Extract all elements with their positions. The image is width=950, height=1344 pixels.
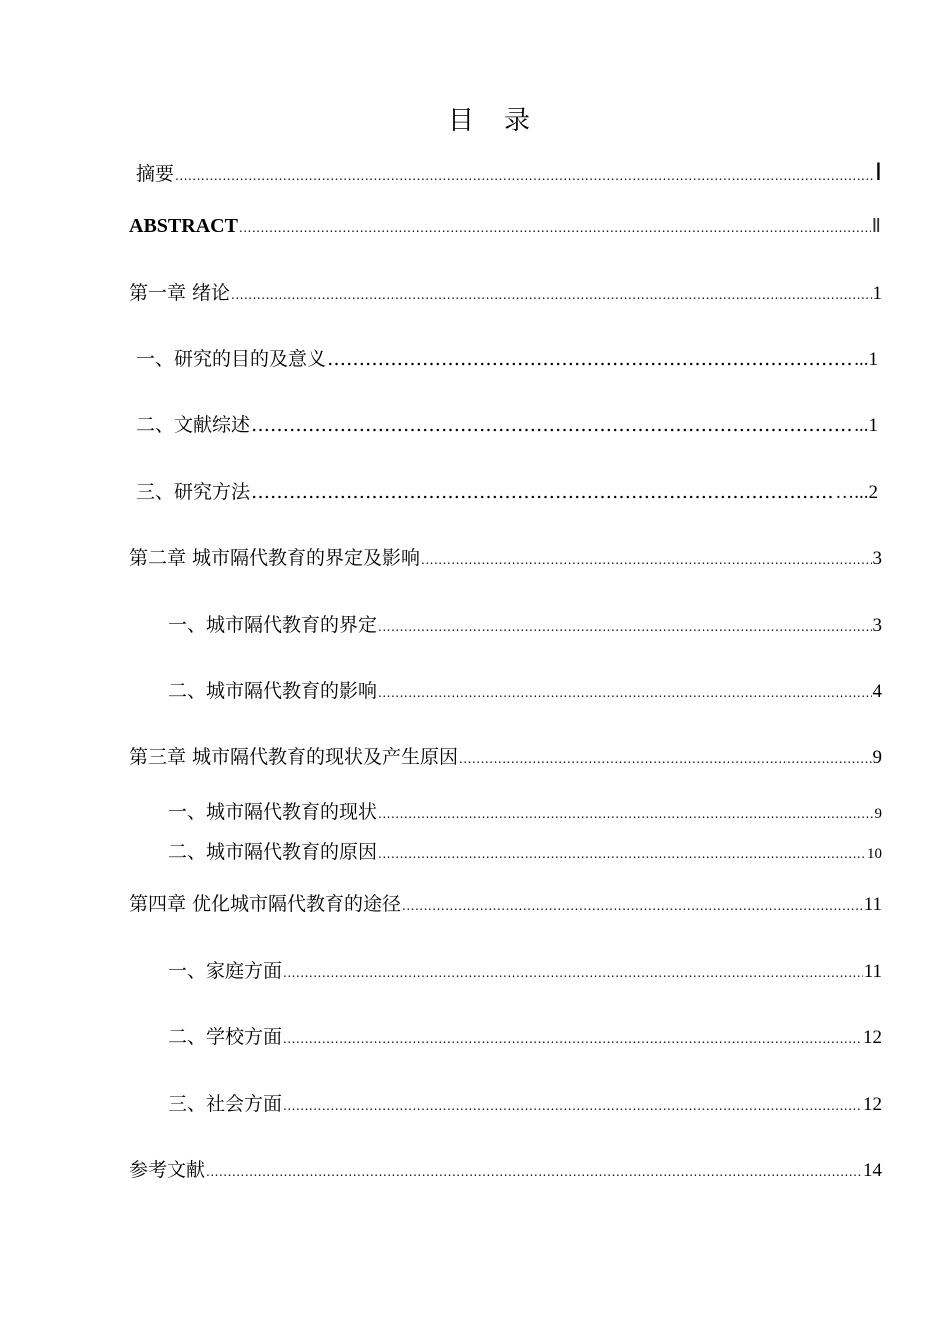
toc-entry-label: 三、研究方法 bbox=[136, 481, 251, 503]
toc-leader bbox=[378, 614, 871, 640]
toc-page-number: 12 bbox=[863, 1094, 882, 1115]
toc-entry-label: 三、社会方面 bbox=[168, 1093, 283, 1115]
toc-entry-label: 二、城市隔代教育的原因 bbox=[168, 841, 378, 863]
toc-entry-summary bbox=[136, 160, 882, 189]
toc-entry-chapter-4 bbox=[129, 891, 882, 919]
toc-leader bbox=[421, 547, 871, 573]
toc-leader bbox=[206, 1159, 862, 1185]
toc-entry-section-2-2 bbox=[168, 678, 882, 706]
toc-title-left: 目 bbox=[447, 106, 476, 136]
toc-page-number: 3 bbox=[872, 548, 882, 569]
toc-entry-label: 第四章 优化城市隔代教育的途径 bbox=[129, 893, 402, 915]
toc-title bbox=[0, 100, 950, 137]
toc-leader bbox=[459, 746, 871, 772]
toc-leader bbox=[175, 163, 874, 189]
toc-entry-chapter-2 bbox=[129, 545, 882, 573]
toc-page-number: 9 bbox=[872, 747, 882, 768]
toc-leader bbox=[251, 412, 853, 438]
toc-leader bbox=[283, 960, 863, 986]
toc-page-number: 9 bbox=[874, 806, 882, 822]
toc-entry-section-4-2 bbox=[168, 1024, 882, 1052]
toc-leader bbox=[231, 282, 871, 308]
toc-entry-label: 一、城市隔代教育的界定 bbox=[168, 614, 378, 636]
toc-page-number: …...2 bbox=[835, 482, 878, 503]
toc-leader bbox=[378, 801, 873, 827]
toc-page-number: 10 bbox=[867, 846, 882, 862]
toc-title-right: 录 bbox=[504, 106, 533, 136]
toc-entry-section-4-1 bbox=[168, 958, 882, 986]
toc-leader bbox=[283, 1093, 862, 1119]
toc-entry-section-3-2 bbox=[168, 839, 882, 867]
toc-entry-label: 摘要 bbox=[136, 163, 175, 185]
toc-entry-section-2-1 bbox=[168, 612, 882, 640]
toc-entry-chapter-1 bbox=[129, 280, 882, 308]
toc-entry-label: 第一章 绪论 bbox=[129, 282, 231, 304]
toc-page-number: 1 bbox=[872, 283, 882, 304]
toc-entry-label: 一、城市隔代教育的现状 bbox=[168, 801, 378, 823]
toc-page-number: 11 bbox=[863, 961, 882, 982]
toc-page-number: Ⅰ bbox=[874, 160, 882, 186]
toc-leader bbox=[283, 1026, 862, 1052]
toc-entry-label: ABSTRACT bbox=[129, 215, 238, 237]
toc-entry-label: 二、城市隔代教育的影响 bbox=[168, 680, 378, 702]
toc-page-number: 4 bbox=[872, 681, 882, 702]
toc-page-number: ...1 bbox=[854, 415, 878, 436]
toc-entry-label: 一、家庭方面 bbox=[168, 960, 283, 982]
toc-leader bbox=[378, 841, 866, 867]
toc-page-number: 12 bbox=[863, 1027, 882, 1048]
toc-leader bbox=[251, 479, 834, 505]
toc-page-number: 3 bbox=[872, 615, 882, 636]
toc-entry-section-1-1 bbox=[136, 346, 878, 373]
toc-leader bbox=[239, 215, 871, 241]
toc-entry-label: 一、研究的目的及意义 bbox=[136, 348, 327, 370]
toc-leader bbox=[327, 346, 853, 372]
toc-entry-label: 第二章 城市隔代教育的界定及影响 bbox=[129, 547, 421, 569]
toc-page-number: Ⅱ bbox=[871, 216, 881, 237]
toc-page-number: ...1 bbox=[854, 349, 878, 370]
toc-entry-references bbox=[129, 1157, 882, 1185]
toc-entry-label: 参考文献 bbox=[129, 1159, 206, 1181]
toc-entry-section-1-2 bbox=[136, 412, 878, 439]
toc-entry-abstract bbox=[129, 213, 881, 241]
toc-entry-label: 二、文献综述 bbox=[136, 414, 251, 436]
toc-page-number: 14 bbox=[863, 1160, 882, 1181]
toc-entry-chapter-3 bbox=[129, 744, 882, 772]
toc-entry-section-3-1 bbox=[168, 799, 882, 827]
toc-leader bbox=[378, 680, 871, 706]
toc-entry-label: 第三章 城市隔代教育的现状及产生原因 bbox=[129, 746, 459, 768]
toc-entry-section-4-3 bbox=[168, 1091, 882, 1119]
toc-page-number: 11 bbox=[863, 894, 882, 915]
toc-entry-section-1-3 bbox=[136, 479, 878, 506]
toc-leader bbox=[402, 893, 863, 919]
toc-entry-label: 二、学校方面 bbox=[168, 1026, 283, 1048]
